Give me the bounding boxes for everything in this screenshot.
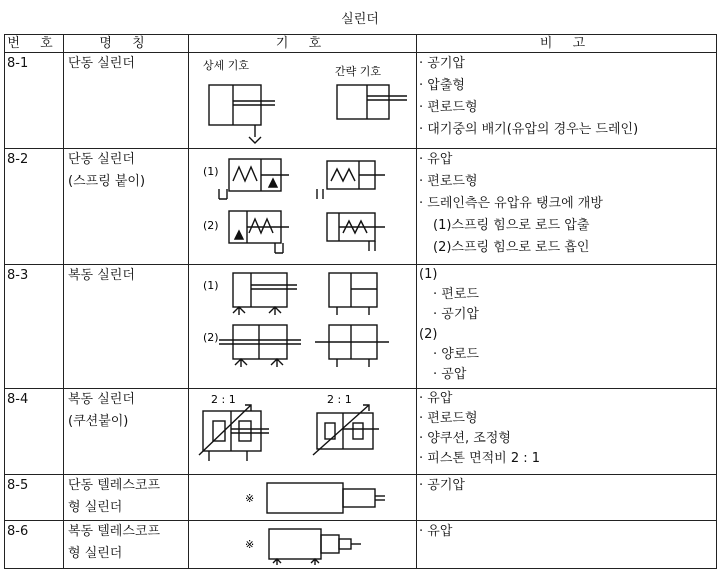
cushion-cylinder-diagram xyxy=(189,389,415,473)
spring-extend-detailed-icon xyxy=(219,159,289,199)
remark-line: · 편로드형 xyxy=(419,174,478,189)
detailed-cylinder-icon xyxy=(209,85,275,143)
row-number: 8-4 xyxy=(5,389,64,475)
remark-line: (2) xyxy=(419,327,438,342)
remark-line: · 압출형 xyxy=(419,78,465,93)
variant-mark: (1) xyxy=(203,279,219,292)
header-number: 번 호 xyxy=(5,35,64,53)
telescopic-mark: ※ xyxy=(245,492,255,505)
cylinder-symbol-table xyxy=(4,34,717,569)
row-number: 8-1 xyxy=(5,53,64,149)
table-row xyxy=(5,53,717,149)
spring-extend-simplified-icon xyxy=(317,161,385,199)
telescopic-double-acting-diagram xyxy=(189,521,415,567)
remark-line: · 편로드 xyxy=(433,287,479,302)
remark-line: · 공기압 xyxy=(433,307,479,322)
document-title: 실린더 xyxy=(341,12,379,27)
row-number: 8-6 xyxy=(5,521,64,569)
telescopic-double-icon xyxy=(269,529,361,565)
single-acting-cylinder-diagram xyxy=(189,53,415,147)
spring-retract-detailed-icon xyxy=(229,211,289,253)
variant-mark: (1) xyxy=(203,165,219,178)
symbol-cell xyxy=(189,149,417,265)
double-acting-cylinder-diagram xyxy=(189,265,415,387)
single-rod-simplified-icon xyxy=(329,273,377,315)
remark-line: (1) xyxy=(419,267,438,282)
detailed-symbol-label: 상세 기호 xyxy=(203,59,250,72)
row-number: 8-5 xyxy=(5,475,64,521)
row-name: 복동 실린더 xyxy=(68,268,135,283)
simplified-cylinder-icon xyxy=(337,85,407,119)
remark-line: · 편로드형 xyxy=(419,100,478,115)
row-name-sub: (스프링 붙이) xyxy=(68,174,146,189)
remark-line: · 유압 xyxy=(419,524,453,539)
cushion-simplified-icon xyxy=(313,405,379,455)
symbol-cell xyxy=(189,53,417,149)
remark-line: · 드레인측은 유압유 탱크에 개방 xyxy=(419,196,603,211)
remark-line: · 대기중의 배기(유압의 경우는 드레인) xyxy=(419,122,639,137)
remark-line: · 유압 xyxy=(419,391,453,406)
row-name-sub: 형 실린더 xyxy=(68,546,123,561)
telescopic-single-icon xyxy=(267,483,385,513)
row-number: 8-2 xyxy=(5,149,64,265)
remark-line: · 편로드형 xyxy=(419,411,478,426)
header-remarks: 비 고 xyxy=(417,35,717,53)
remark-line: · 유압 xyxy=(419,152,453,167)
row-name: 단동 텔레스코프 xyxy=(68,478,161,493)
double-rod-detailed-icon xyxy=(219,325,301,367)
area-ratio-label: 2 : 1 xyxy=(211,393,236,406)
row-name: 단동 실린더 xyxy=(68,56,135,71)
simplified-symbol-label: 간략 기호 xyxy=(335,65,382,78)
single-rod-detailed-icon xyxy=(233,273,297,315)
telescopic-single-acting-diagram xyxy=(189,475,415,519)
row-name-sub: (쿠션붙이) xyxy=(68,414,129,429)
header-symbol: 기 호 xyxy=(189,35,417,53)
remark-line: (1)스프링 힘으로 로드 압출 xyxy=(433,218,590,233)
telescopic-mark: ※ xyxy=(245,538,255,551)
variant-mark: (2) xyxy=(203,219,219,232)
table-row xyxy=(5,521,717,569)
row-name: 단동 실린더 xyxy=(68,152,135,167)
row-name: 복동 실린더 xyxy=(68,392,135,407)
table-row xyxy=(5,389,717,475)
remark-line: · 양쿠션, 조정형 xyxy=(419,431,511,446)
symbol-cell xyxy=(189,265,417,389)
symbol-cell xyxy=(189,475,417,521)
remark-line: (2)스프링 힘으로 로드 흡인 xyxy=(433,240,590,255)
cushion-detailed-icon xyxy=(199,405,269,461)
spring-cylinder-diagram xyxy=(189,149,415,263)
row-name-sub: 형 실린더 xyxy=(68,500,123,515)
remark-line: · 양로드 xyxy=(433,347,479,362)
remark-line: · 공기압 xyxy=(419,56,465,71)
table-row xyxy=(5,265,717,389)
variant-mark: (2) xyxy=(203,331,219,344)
spring-retract-simplified-icon xyxy=(327,213,385,251)
row-name: 복동 텔레스코프 xyxy=(68,524,161,539)
remark-line: · 공압 xyxy=(433,367,467,382)
remark-line: · 공기압 xyxy=(419,478,465,493)
symbol-cell xyxy=(189,521,417,569)
row-number: 8-3 xyxy=(5,265,64,389)
table-row xyxy=(5,475,717,521)
header-name: 명 칭 xyxy=(64,35,189,53)
double-rod-simplified-icon xyxy=(315,325,389,367)
area-ratio-label: 2 : 1 xyxy=(327,393,352,406)
table-row xyxy=(5,149,717,265)
symbol-cell xyxy=(189,389,417,475)
remark-line: · 피스톤 면적비 2 : 1 xyxy=(419,451,541,466)
table-header-row xyxy=(5,35,717,53)
